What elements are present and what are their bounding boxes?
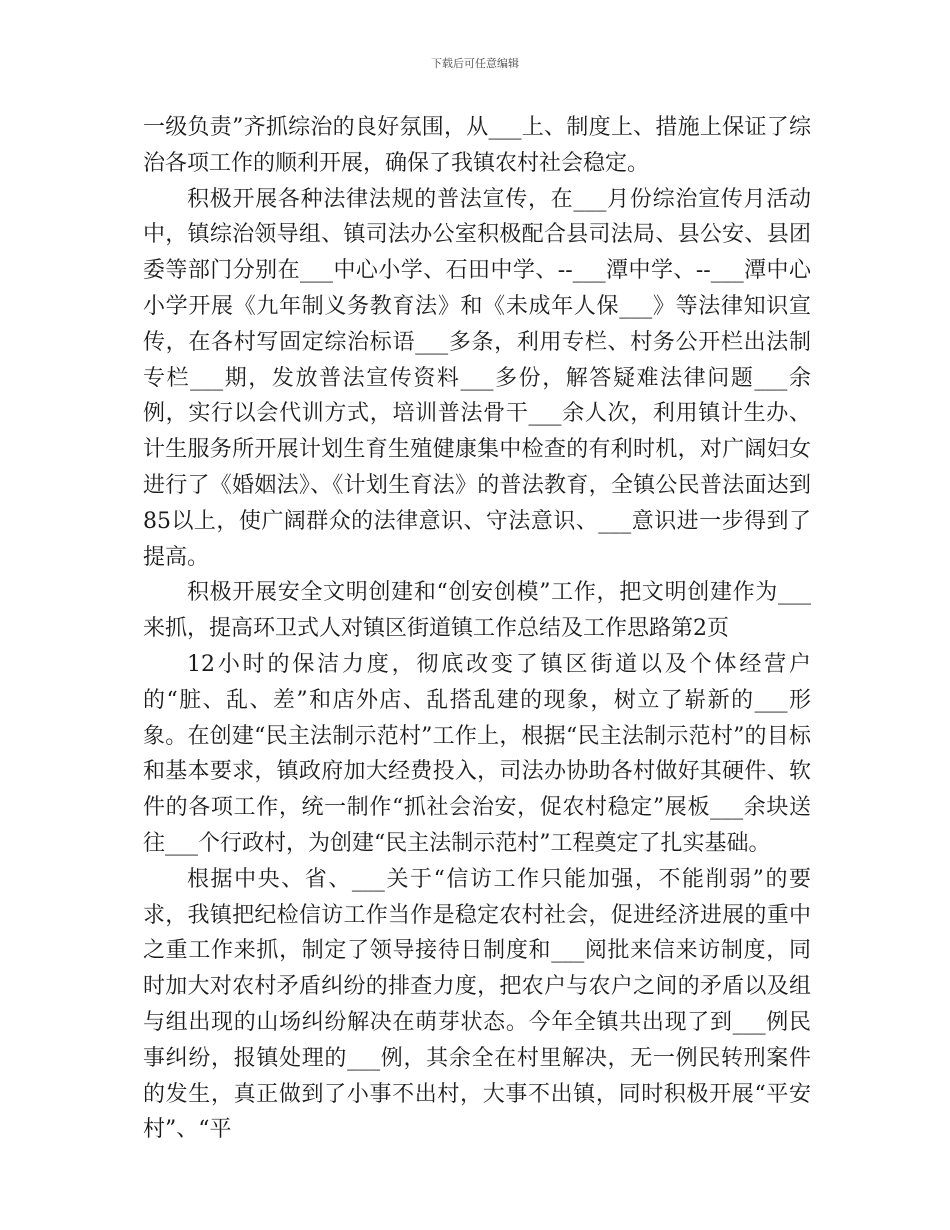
page-header: 下载后可任意编辑 (431, 57, 519, 70)
paragraph: 积极开展各种法律法规的普法宣传，在___月份综治宣传月活动中，镇综治领导组、镇司法办公室积极配合县司法局、县公安、县团委等部门分别在___中心小学、石田中学、--___潭中学、--___潭中心小学开展《九年制义务教育法》和《未成年人保___》等法律知识宣传，在各村写固定综治标语___多条，利用专栏、村务公开栏出法制专栏___期，发放普法宣传资料___多份，解答疑难法律问题___余例，实行以会代训方式，培训普法骨干___余人次，利用镇计生办、计生服务所开展计划生育生殖健康集中检查的有利时机，对广阔妇女进行了《婚姻法》、《计划生育法》的普法教育，全镇公民普法面达到85以上，使广阔群众的法律意识、守法意识、___意识进一步得到了提高。 (143, 186, 811, 570)
paragraph: 积极开展安全文明创建和“创安创模”工作，把文明创建作为___来抓，提高环卫式人对镇区街道镇工作总结及工作思路第2页 (143, 580, 811, 642)
document-body (143, 110, 811, 1148)
paragraph: 12小时的保洁力度，彻底改变了镇区街道以及个体经营户的“脏、乱、差”和店外店、乱搭乱建的现象，树立了崭新的___形象。在创建“民主法制示范村”工作上，根据“民主法制示范村”的目标和基本要求，镇政府加大经费投入，司法办协助各村做好其硬件、软件的各项工作，统一制作“抓社会治安，促农村稳定”展板___余块送往___个行政村，为创建“民主法制示范村”工程奠定了扎实基础。 (143, 651, 811, 856)
paragraph: 一级负责”齐抓综治的良好氛围，从___上、制度上、措施上保证了综治各项工作的顺利开展，确保了我镇农村社会稳定。 (143, 115, 811, 176)
paragraph: 根据中央、省、___关于“信访工作只能加强，不能削弱”的要求，我镇把纪检信访工作当作是稳定农村社会，促进经济进展的重中之重工作来抓，制定了领导接待日制度和___阅批来信来访制度，同时加大对农村矛盾纠纷的排查力度，把农户与农户之间的矛盾以及组与组出现的山场纠纷解决在萌芽状态。今年全镇共出现了到___例民事纠纷，报镇处理的___例，其余全在村里解决，无一例民转刑案件的发生，真正做到了小事不出村，大事不出镇，同时积极开展“平安村”、“平 (143, 866, 811, 1143)
